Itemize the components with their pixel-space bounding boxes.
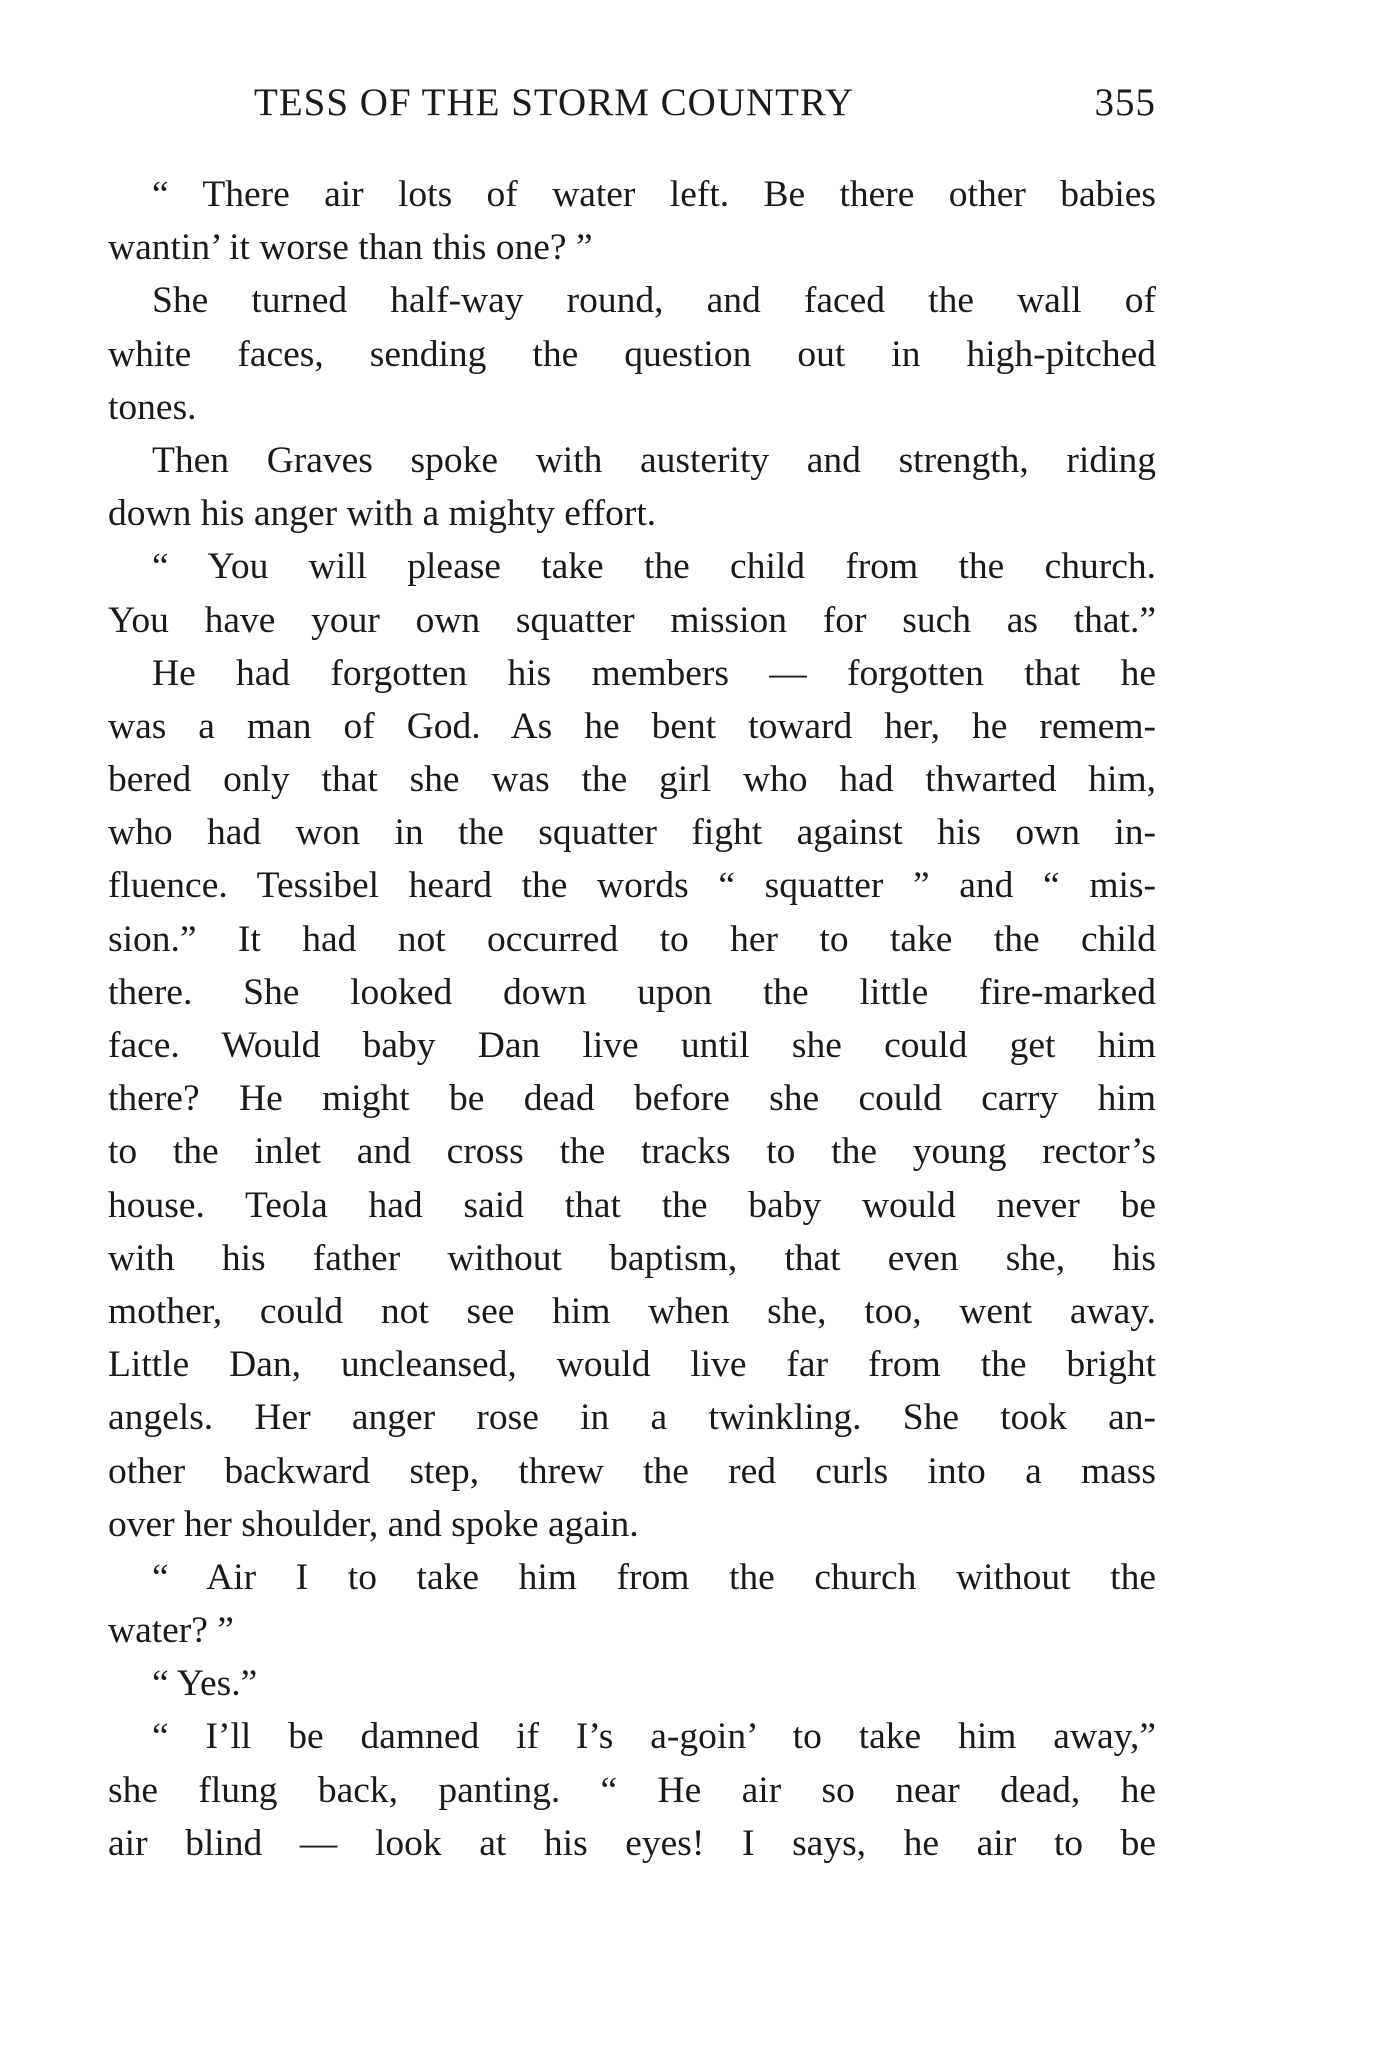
text-line: She turned half-way round, and faced the wall of bbox=[152, 280, 1156, 322]
body-text bbox=[108, 168, 1156, 1870]
text-line: “ I’ll be damned if I’s a-goin’ to take him away,” bbox=[152, 1716, 1156, 1758]
text-line: other backward step, threw the red curls into a mass bbox=[108, 1450, 1156, 1492]
page-number: 355 bbox=[1094, 81, 1156, 124]
text-line: tones. bbox=[108, 386, 197, 428]
text-line: Little Dan, uncleansed, would live far from the bright bbox=[108, 1344, 1156, 1386]
text-line: she flung back, panting. “ He air so near dead, he bbox=[108, 1769, 1156, 1811]
text-line: “ You will please take the child from the church. bbox=[152, 546, 1156, 588]
text-line: bered only that she was the girl who had thwarted him, bbox=[108, 759, 1156, 801]
text-line: to the inlet and cross the tracks to the young rector’s bbox=[108, 1131, 1156, 1173]
text-line: down his anger with a mighty effort. bbox=[108, 493, 657, 535]
text-line: with his father without baptism, that even she, his bbox=[108, 1237, 1156, 1279]
text-line: white faces, sending the question out in high-pitched bbox=[108, 333, 1156, 375]
text-line: You have your own squatter mission for such as that.” bbox=[108, 599, 1156, 641]
running-header bbox=[108, 80, 1156, 140]
text-line: mother, could not see him when she, too, went away. bbox=[108, 1290, 1156, 1332]
text-line: Then Graves spoke with austerity and strength, riding bbox=[152, 439, 1156, 481]
text-line: He had forgotten his members — forgotten that he bbox=[152, 652, 1156, 694]
text-line: wantin’ it worse than this one? ” bbox=[108, 227, 593, 269]
text-line: there. She looked down upon the little fire-marked bbox=[108, 971, 1156, 1013]
text-line: sion.” It had not occurred to her to take the child bbox=[108, 918, 1156, 960]
text-line: water? ” bbox=[108, 1610, 234, 1652]
text-line: “ Yes.” bbox=[152, 1663, 258, 1705]
text-line: fluence. Tessibel heard the words “ squatter ” and “ mis- bbox=[108, 865, 1156, 907]
text-line: who had won in the squatter fight against his own in- bbox=[108, 812, 1156, 854]
text-line: “ Air I to take him from the church without the bbox=[152, 1556, 1156, 1598]
text-line: face. Would baby Dan live until she could get him bbox=[108, 1025, 1156, 1066]
text-line: air blind — look at his eyes! I says, he air to be bbox=[108, 1822, 1156, 1864]
text-line: house. Teola had said that the baby would never be bbox=[108, 1184, 1156, 1226]
text-line: there? He might be dead before she could carry him bbox=[108, 1078, 1156, 1120]
book-page bbox=[108, 80, 1156, 1870]
running-title: TESS OF THE STORM COUNTRY bbox=[254, 81, 855, 124]
text-line: was a man of God. As he bent toward her, he remem- bbox=[108, 705, 1156, 747]
text-line: “ There air lots of water left. Be there other babies bbox=[152, 174, 1156, 215]
text-line: over her shoulder, and spoke again. bbox=[108, 1503, 639, 1545]
text-line: angels. Her anger rose in a twinkling. She took an- bbox=[108, 1397, 1156, 1439]
